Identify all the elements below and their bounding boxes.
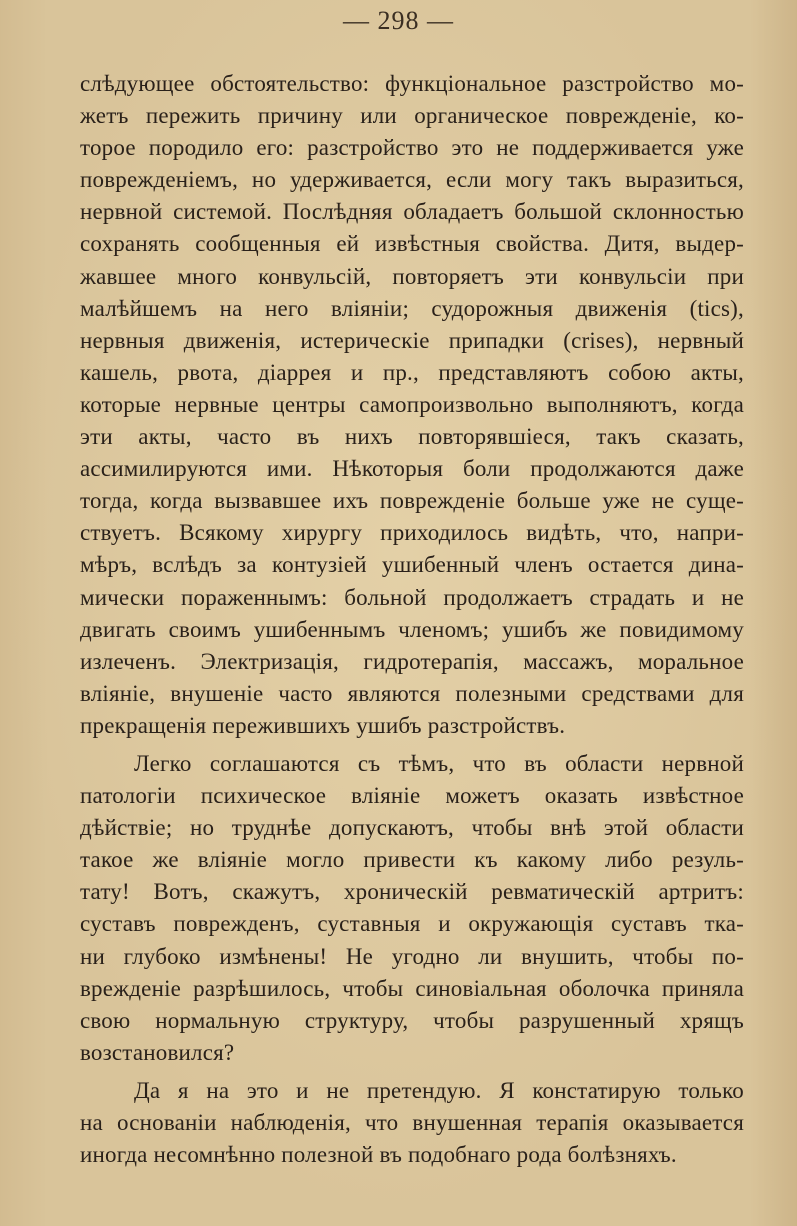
text-line: свою нормальную структуру, чтобы разрушенный хрящъ xyxy=(80,1007,744,1033)
text-line: сохранять сообщенныя ей извѣстныя свойства. Дитя, выдер- xyxy=(80,231,744,257)
text-line: ни глубоко измѣнены! Не угодно ли внушить, чтобы по- xyxy=(80,943,744,969)
text-line: ассимилируются ими. Нѣкоторыя боли продолжаются даже xyxy=(80,456,744,482)
text-line: жавшее много конвульсій, повторяетъ эти конвульсіи при xyxy=(80,263,744,289)
text-line: излеченъ. Электризація, гидротерапія, массажъ, моральное xyxy=(80,648,744,674)
text-line: торое породило его: разстройство это не поддерживается уже xyxy=(80,135,744,161)
text-line: мически пораженнымъ: больной продолжаетъ страдать и не xyxy=(80,584,744,610)
text-line: слѣдующее обстоятельство: функціональное разстройство мо- xyxy=(80,71,744,96)
text-line: тогда, когда вызвавшее ихъ поврежденіе больше уже не суще- xyxy=(80,488,744,514)
text-line: такое же вліяніе могло привести къ какому либо резуль- xyxy=(80,847,744,873)
text-line: дѣйствіе; но труднѣе допускаютъ, чтобы внѣ этой области xyxy=(80,815,744,841)
paragraph-1 xyxy=(80,68,744,742)
text-line: Легко соглашаются съ тѣмъ, что въ области нервной xyxy=(134,750,744,776)
text-line: которые нервные центры самопроизвольно выполняютъ, когда xyxy=(80,391,744,417)
paragraph-2 xyxy=(80,748,744,1069)
text-line: Да я на это и не претендую. Я констатирую только xyxy=(134,1077,744,1103)
text-line: нервной системой. Послѣдняя обладаетъ большой склонностью xyxy=(80,199,744,225)
text-line: кашель, рвота, діаррея и пр., представляютъ собою акты, xyxy=(80,359,744,385)
text-line: суставъ поврежденъ, суставныя и окружающія суставъ тка- xyxy=(80,911,744,937)
text-line: ствуетъ. Всякому хирургу приходилось видѣть, что, напри- xyxy=(80,520,744,546)
text-line: на основаніи наблюденія, что внушенная терапія оказывается xyxy=(80,1110,744,1135)
text-line: прекращенія пережившихъ ушибъ разстройствъ. xyxy=(80,712,566,738)
text-line: вліяніе, внушеніе часто являются полезными средствами для xyxy=(80,680,744,706)
paragraph-3 xyxy=(80,1075,744,1171)
text-line: тату! Вотъ, скажутъ, хроническій ревматическій артритъ: xyxy=(80,879,744,905)
text-line: эти акты, часто въ нихъ повторявшіеся, такъ сказать, xyxy=(80,424,744,450)
body-text xyxy=(80,68,744,1171)
text-line: врежденіе разрѣшилось, чтобы синовіальная оболочка приняла xyxy=(80,975,744,1001)
text-line: малѣйшемъ на него вліяніи; судорожныя движенія (tics), xyxy=(80,295,744,321)
text-line: мѣръ, вслѣдъ за контузіей ушибенный членъ остается дина- xyxy=(80,552,744,578)
text-line: иногда несомнѣнно полезной въ подобнаго рода болѣзняхъ. xyxy=(80,1142,677,1168)
text-line: патологіи психическое вліяніе можетъ оказать извѣстное xyxy=(80,783,744,809)
text-line: жетъ пережить причину или органическое поврежденіе, ко- xyxy=(80,103,744,129)
text-line: поврежденіемъ, но удерживается, если могу такъ выразиться, xyxy=(80,167,744,193)
text-line: нервныя движенія, истерическіе припадки (crises), нервный xyxy=(80,327,744,353)
text-line: возстановился? xyxy=(80,1039,235,1065)
text-line: двигать своимъ ушибеннымъ членомъ; ушибъ же повидимому xyxy=(80,616,744,642)
page-number: — 298 — xyxy=(343,6,454,35)
